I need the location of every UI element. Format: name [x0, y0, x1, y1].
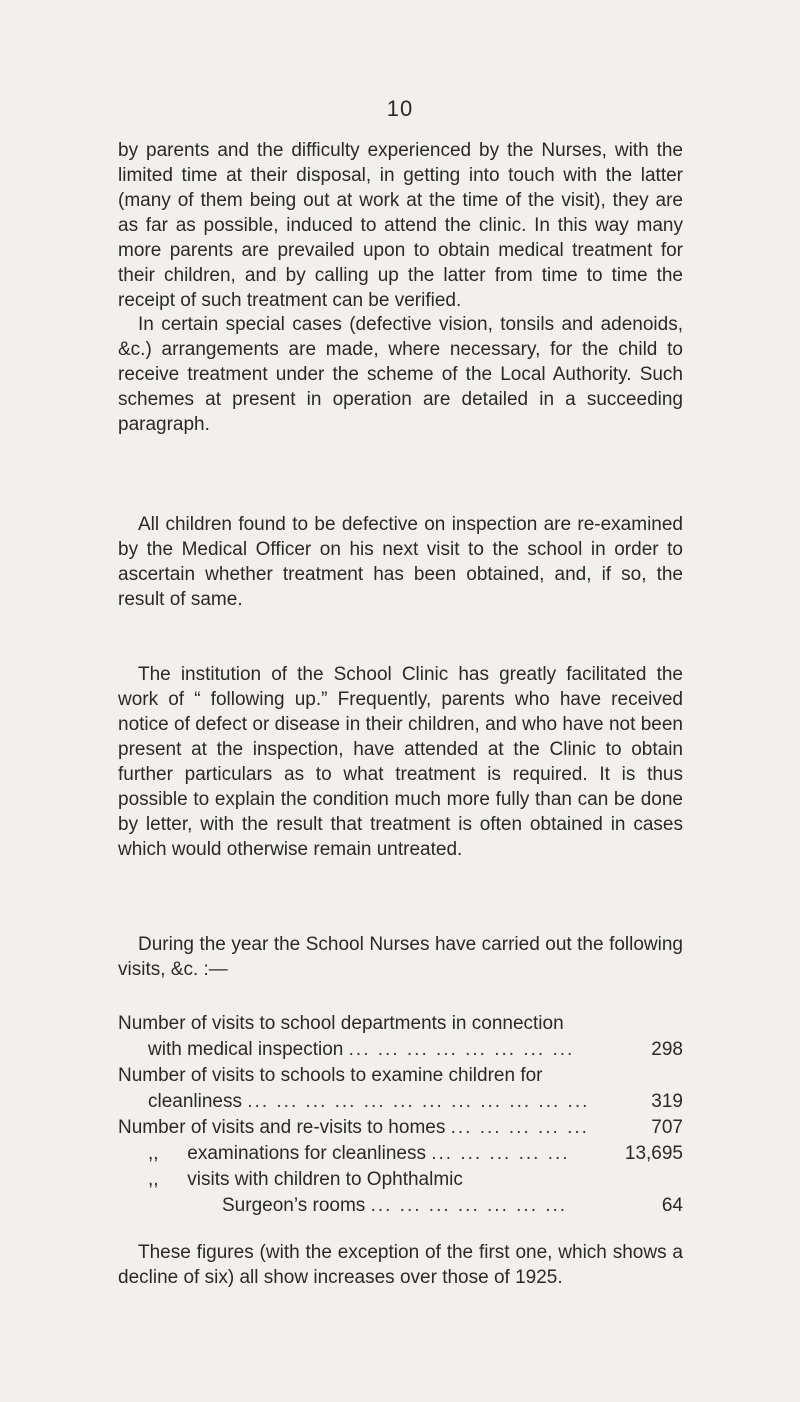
paragraph-5: During the year the School Nurses have carried out the following visits, &c. :—	[118, 934, 683, 980]
visit-label: ,, examinations for cleanliness ... ... ... ... ...	[118, 1141, 683, 1167]
visit-label: ,, visits with children to Ophthalmic Surgeon’s rooms ... ... ... ... ... ... ...	[118, 1167, 683, 1219]
visit-label: Number of visits to schools to examine children for cleanliness ... ... ... ... ... ... ... ... ... ... ... ...	[118, 1065, 590, 1112]
visit-value: 64	[661, 1195, 683, 1216]
visit-label: Number of visits and re-visits to homes ... ... ... ... ...	[118, 1117, 589, 1138]
visit-row	[118, 1167, 683, 1219]
visit-value: 13,695	[624, 1143, 683, 1164]
paragraph-4: The institution of the School Clinic has greatly facilitated the work of “ following up.” Frequently, parents who have received notice of defect or disease in their children, and who have not been present at the inspection, have attended at the Clinic to obtain further particulars as to what treatment is required. It is thus possible to explain the condition much more fully than can be done by letter, with the result that treatment is often obtained in cases which would otherwise remain untreated.	[118, 664, 683, 860]
visits-table	[118, 1011, 683, 1219]
visit-row	[118, 1141, 683, 1167]
visit-row	[118, 1011, 683, 1063]
ditto-mark: ,,	[148, 1169, 159, 1190]
visit-row	[118, 1115, 683, 1141]
paragraph-6: These figures (with the exception of the first one, which shows a decline of six) all show increases over those of 1925.	[118, 1242, 683, 1288]
ditto-mark: ,,	[148, 1143, 159, 1164]
visit-row	[118, 1063, 683, 1115]
paragraph-3: All children found to be defective on inspection are re-examined by the Medical Officer on his next visit to the school in order to ascertain whether treatment has been obtained, and, if so, the result of same.	[118, 514, 683, 610]
visit-value: 319	[651, 1091, 683, 1112]
paragraph-1: by parents and the difficulty experienced by the Nurses, with the limited time at their disposal, in getting into touch with the latter (many of them being out at work at the time of the visit), they are as far as possible, induced to attend the clinic. In this way many more parents are prevailed upon to obtain medical treatment for their children, and by calling up the latter from time to time the receipt of such treatment can be verified.	[118, 140, 683, 311]
visit-label: Number of visits to school departments in connection with medical inspection ... ... ... ... ... ... ... ...	[118, 1013, 575, 1060]
visit-value: 298	[651, 1039, 683, 1060]
visit-value: 707	[651, 1117, 683, 1138]
paragraph-2: In certain special cases (defective vision, tonsils and adenoids, &c.) arrangements are made, where necessary, for the child to receive treatment under the scheme of the Local Authority. Such schemes at present in operation are detailed in a succeeding paragraph.	[118, 314, 683, 435]
page-number: 10	[386, 96, 414, 121]
